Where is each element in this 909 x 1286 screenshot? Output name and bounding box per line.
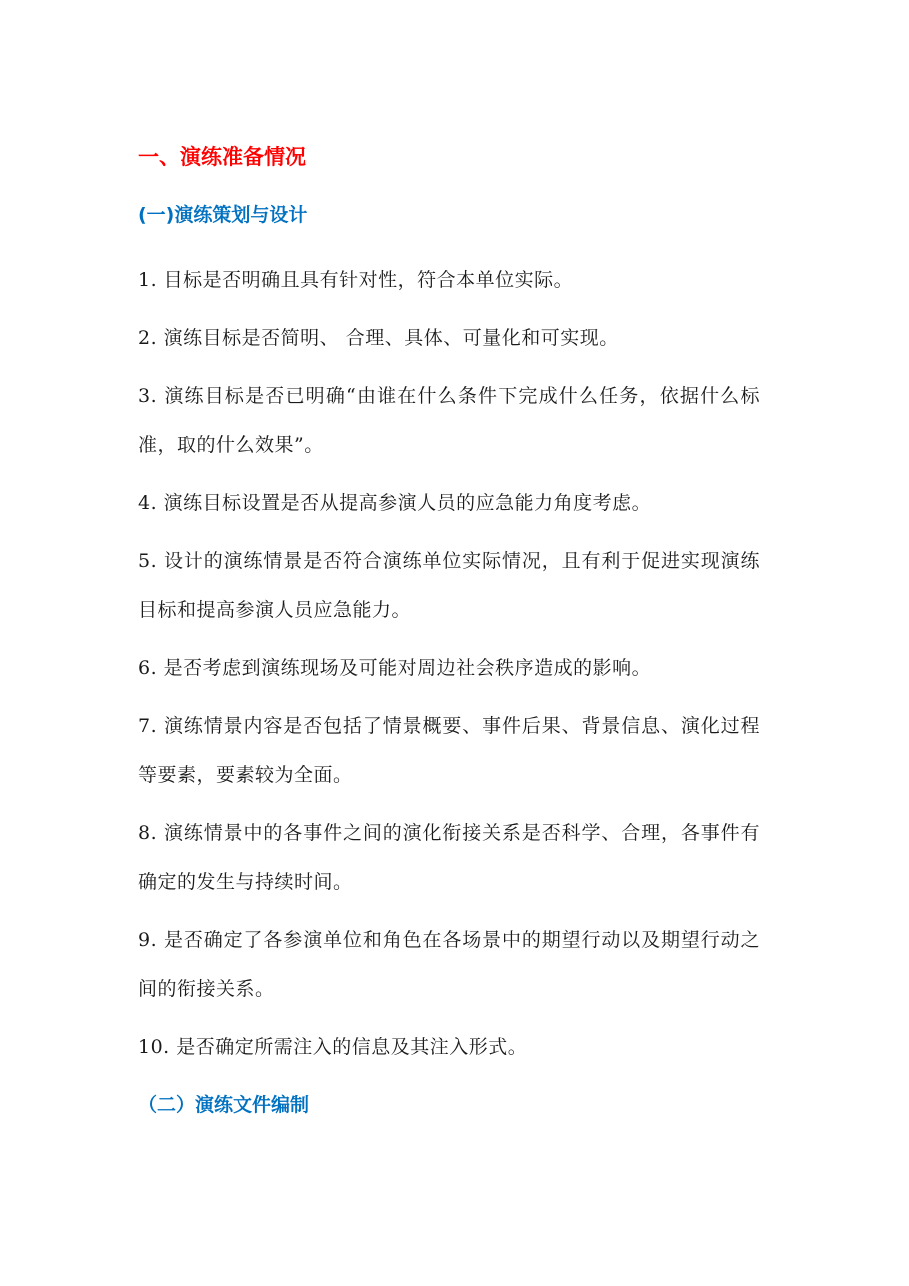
checklist-item: 6. 是否考虑到演练现场及可能对周边社会秩序造成的影响。: [138, 657, 652, 679]
checklist-item: 3. 演练目标是否已明确“由谁在什么条件下完成什么任务，依据什么标准，取的什么效果”。: [138, 385, 760, 456]
checklist-item: 2. 演练目标是否简明、 合理、具体、可量化和可实现。: [138, 327, 619, 349]
checklist-item: 7. 演练情景内容是否包括了情景概要、事件后果、背景信息、演化过程等要素，要素较为全面。: [138, 715, 760, 786]
checklist-item: 5. 设计的演练情景是否符合演练单位实际情况，且有利于促进实现演练目标和提高参演人员应急能力。: [138, 550, 760, 621]
section-heading-planning: (一)演练策划与设计: [138, 204, 308, 226]
checklist-item: 8. 演练情景中的各事件之间的演化衔接关系是否科学、合理，各事件有确定的发生与持续时间。: [138, 822, 760, 893]
checklist-item: 4. 演练目标设置是否从提高参演人员的应急能力角度考虑。: [138, 492, 652, 514]
checklist-item: 1. 目标是否明确且具有针对性，符合本单位实际。: [138, 269, 574, 291]
checklist-item: 9. 是否确定了各参演单位和角色在各场景中的期望行动以及期望行动之间的衔接关系。: [138, 929, 760, 1000]
checklist: [138, 256, 760, 1081]
main-heading: 一、演练准备情况: [138, 145, 306, 169]
section-heading-documents: （二）演练文件编制: [138, 1094, 310, 1116]
checklist-item: 10. 是否确定所需注入的信息及其注入形式。: [138, 1036, 528, 1058]
